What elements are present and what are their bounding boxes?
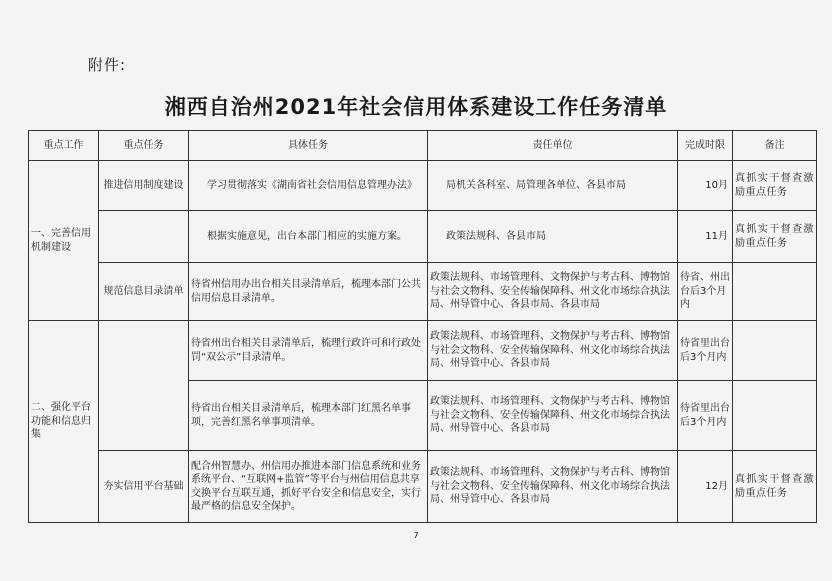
group-label: 一、完善信用机制建设 — [29, 161, 99, 321]
detail-cell: 待省州信用办出台相关目录清单后，梳理本部门公共信用信息目录清单。 — [189, 263, 428, 321]
table-row — [29, 321, 817, 381]
table-row — [29, 211, 817, 263]
deadline-cell: 待省里出台后3个月内 — [678, 381, 733, 451]
key-task-cell — [99, 321, 189, 451]
note-cell: 真抓实干督查激励重点任务 — [733, 161, 817, 211]
detail-cell: 配合州智慧办、州信用办推进本部门信息系统和业务系统平台、“互联网+监管”等平台与州信用信息共享交换平台互联互通，抓好平台安全和信息安全，实行最严格的信息安全保护。 — [189, 451, 428, 523]
table-row — [29, 263, 817, 321]
deadline-cell: 待省里出台后3个月内 — [678, 321, 733, 381]
deadline-cell: 10月 — [678, 161, 733, 211]
page-number: 7 — [413, 531, 419, 540]
units-cell: 政策法规科、市场管理科、文物保护与考古科、博物馆与社会文物科、安全传输保障科、州文化市场综合执法局、州导管中心、各县市局 — [428, 381, 678, 451]
note-cell: 真抓实干督查激励重点任务 — [733, 211, 817, 263]
table-header-row — [29, 131, 817, 161]
detail-cell: 根据实施意见，出台本部门相应的实施方案。 — [189, 211, 428, 263]
key-task-cell: 推进信用制度建设 — [99, 161, 189, 211]
group-label: 二、强化平台功能和信息归集 — [29, 321, 99, 523]
header-note: 备注 — [733, 131, 817, 161]
deadline-cell: 11月 — [678, 211, 733, 263]
detail-cell: 待省州出台相关目录清单后，梳理行政许可和行政处罚“双公示”目录清单。 — [189, 321, 428, 381]
detail-cell: 学习贯彻落实《湖南省社会信用信息管理办法》 — [189, 161, 428, 211]
units-cell: 局机关各科室、局管理各单位、各县市局 — [428, 161, 678, 211]
note-cell — [733, 321, 817, 381]
table-row — [29, 161, 817, 211]
task-table — [28, 130, 817, 523]
key-task-cell: 规范信息目录清单 — [99, 263, 189, 321]
note-cell — [733, 381, 817, 451]
note-cell — [733, 263, 817, 321]
units-cell: 政策法规科、各县市局 — [428, 211, 678, 263]
document-title: 湘西自治州2021年社会信用体系建设工作任务清单 — [164, 95, 668, 119]
header-key-task: 重点任务 — [99, 131, 189, 161]
units-cell: 政策法规科、市场管理科、文物保护与考古科、博物馆与社会文物科、安全传输保障科、州文化市场综合执法局、州导管中心、各县市局、各县市局 — [428, 263, 678, 321]
deadline-cell: 待省、州出台后3个月内 — [678, 263, 733, 321]
detail-cell: 待省出台相关目录清单后，梳理本部门红黑名单事项，完善红黑名单事项清单。 — [189, 381, 428, 451]
units-cell: 政策法规科、市场管理科、文物保护与考古科、博物馆与社会文物科、安全传输保障科、州文化市场综合执法局、州导管中心、各县市局 — [428, 321, 678, 381]
header-deadline: 完成时限 — [678, 131, 733, 161]
key-task-cell: 夯实信用平台基础 — [99, 451, 189, 523]
table-row — [29, 451, 817, 523]
header-units: 责任单位 — [428, 131, 678, 161]
attachment-label: 附件: — [88, 56, 127, 74]
key-task-cell — [99, 211, 189, 263]
deadline-cell: 12月 — [678, 451, 733, 523]
header-key-work: 重点工作 — [29, 131, 99, 161]
units-cell: 政策法规科、市场管理科、文物保护与考古科、博物馆与社会文物科、安全传输保障科、州文化市场综合执法局、州导管中心、各县市局 — [428, 451, 678, 523]
header-detail: 具体任务 — [189, 131, 428, 161]
note-cell: 真抓实干督查激励重点任务 — [733, 451, 817, 523]
